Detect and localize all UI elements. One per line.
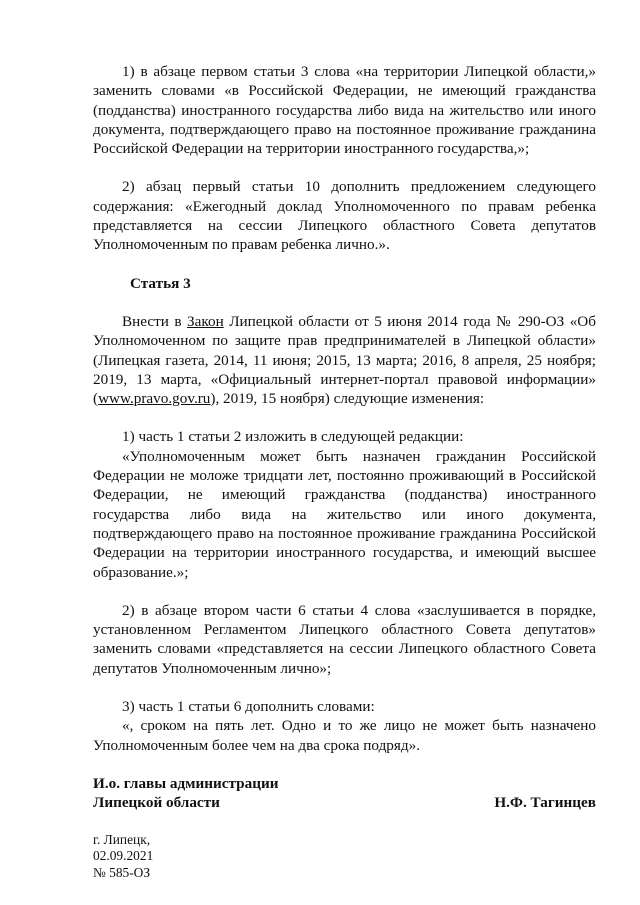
pravo-url-link[interactable]: www.pravo.gov.ru: [98, 390, 211, 408]
spacer: [93, 158, 596, 177]
spacer: [93, 293, 596, 312]
amendment-item-3-text: «, сроком на пять лет. Одно и то же лицо не может быть назначено Уполномоченным более чем на два срока подряд».: [93, 717, 596, 754]
intro-text-middle: Липецкой области от 5 июня 2014 года № 290-ОЗ «Об Уполномоченном по защите прав предпринимателей в Липецкой области» (Липецкая газета, 2014, 11 июня; 2015, 13 марта; 2016, 8 апреля, 25 ноября; 2019, 13 марта, «Официальный интернет-портал правовой информации» (: [93, 312, 597, 408]
spacer: [93, 408, 596, 427]
article-title: Статья 3: [130, 274, 191, 292]
intro-text-end: ), 2019, 15 ноября) следующие изменения:: [210, 390, 485, 408]
document-city: г. Липецк,: [93, 831, 151, 847]
signatory-title-line-2: Липецкой области: [93, 794, 220, 812]
law-link[interactable]: Закон: [187, 312, 224, 330]
signature-row: [93, 793, 596, 812]
amendment-item-1-text: «Уполномоченным может быть назначен гражданин Российской Федерации не моложе тридцати лет, постоянно проживающий в Российской Федерации, не имеющий гражданства (подданства) иностранного государства либо вида на жительство или иного документа, подтверждающего право на постоянное проживание гражданина Российской Федерации на территории иностранного государства, и имеющий высшее образование.»;: [93, 447, 596, 581]
spacer: [93, 255, 596, 274]
intro-text-start: Внести в: [122, 312, 188, 330]
amendment-paragraph-1: 1) в абзаце первом статьи 3 слова «на территории Липецкой области,» заменить словами «в Российской Федерации, не имеющий гражданства (подданства) иностранного государства либо вида на жительство или иного документа, подтверждающего право на постоянное проживание гражданина Российской Федерации на территории иностранного государства,»;: [93, 63, 596, 158]
spacer: [93, 755, 596, 774]
document-date: 02.09.2021: [93, 848, 154, 864]
spacer: [93, 813, 596, 832]
amendment-item-1-heading: 1) часть 1 статьи 2 изложить в следующей редакции:: [122, 428, 464, 446]
signatory-name: Н.Ф. Тагинцев: [494, 794, 596, 812]
amendment-item-3-heading: 3) часть 1 статьи 6 дополнить словами:: [122, 698, 375, 716]
amendment-item-2-text: 2) в абзаце втором части 6 статьи 4 слова «заслушивается в порядке, установленном Регламентом Липецкого областного Совета депутатов» заменить словами «представляется на сессии Липецкого областного Совета депутатов Уполномоченным лично»;: [93, 601, 596, 677]
spacer: [93, 582, 596, 601]
spacer: [93, 678, 596, 697]
article-intro-paragraph: [93, 312, 596, 408]
amendment-paragraph-2: 2) абзац первый статьи 10 дополнить предложением следующего содержания: «Ежегодный доклад Уполномоченного по правам ребенка представляется на сессии Липецкого областного Совета депутатов Уполномоченным по правам ребенка лично.».: [93, 178, 596, 254]
document-number: № 585-ОЗ: [93, 865, 151, 881]
signatory-title-line-1: И.о. главы администрации: [93, 774, 279, 792]
document-page: [93, 62, 596, 882]
